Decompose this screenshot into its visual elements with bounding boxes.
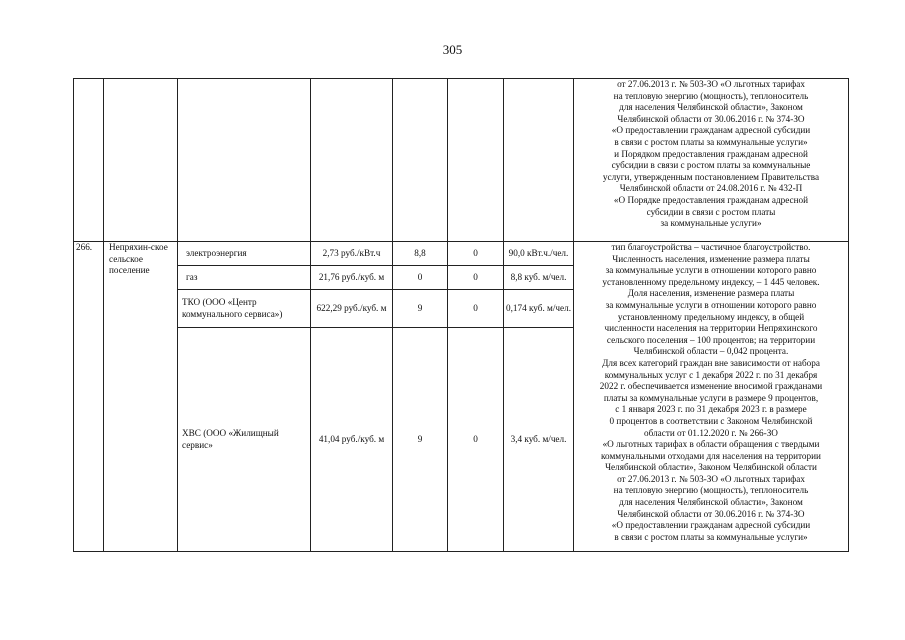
note-line: на тепловую энергию (мощность), теплоноситель: [613, 485, 809, 496]
empty-cell: [393, 79, 448, 242]
service-name: ТКО (ООО «Центр коммунального сервиса»): [178, 290, 311, 328]
tariff-value: 2,73 руб./кВт.ч: [311, 242, 393, 266]
note-line: Доля населения, изменение размера платы: [627, 288, 795, 299]
note-line: платы за коммунальные услуги в размере 9 процентов,: [603, 392, 819, 403]
municipality-name: Непряхин-ское сельское поселение: [104, 242, 178, 552]
empty-cell: [311, 79, 393, 242]
note-line: Для всех категорий граждан вне зависимости от набора: [602, 357, 820, 368]
note-line: Челябинской области – 0,042 процента.: [633, 346, 789, 357]
service-name: газ: [178, 266, 311, 290]
empty-cell: [504, 79, 574, 242]
note-line: Челябинской области», Законом Челябинской области: [605, 462, 817, 473]
note-line: коммунальных услуг с 1 декабря 2022 г. по 31 декабря: [604, 369, 818, 380]
volume-value: 90,0 кВт.ч./чел.: [504, 242, 574, 266]
note-line: тип благоустройства – частичное благоустройство.: [611, 242, 811, 252]
continuation-row: [74, 79, 849, 242]
index-value: 0: [393, 266, 448, 290]
tariff-value: 21,76 руб./куб. м: [311, 266, 393, 290]
volume-value: 8,8 куб. м/чел.: [504, 266, 574, 290]
entry-note: [574, 242, 849, 552]
empty-cell: [104, 79, 178, 242]
note-line: Челябинской области от 30.06.2016 г. № 374-ЗО: [617, 113, 805, 124]
empty-cell: [178, 79, 311, 242]
table-row: [74, 242, 849, 266]
note-line: «О предоставлении гражданам адресной субсидии: [611, 520, 811, 531]
change-value: 0: [448, 328, 504, 552]
page-number: 305: [442, 42, 463, 57]
note-line: 0 процентов в соответствии с Законом Челябинской: [609, 415, 813, 426]
note-line: для населения Челябинской области», Законом: [619, 102, 803, 113]
note-line: от 27.06.2013 г. № 503-ЗО «О льготных тарифах: [617, 473, 805, 484]
continuation-note: [574, 79, 849, 242]
note-line: установленному предельному индексу, – 1 445 человек.: [602, 276, 820, 287]
change-value: 0: [448, 242, 504, 266]
note-line: с 1 января 2023 г. по 31 декабря 2023 г. в размере: [615, 404, 807, 415]
change-value: 0: [448, 290, 504, 328]
note-line: от 27.06.2013 г. № 503-ЗО «О льготных тарифах: [617, 79, 805, 89]
note-line: за коммунальные услуги в отношении которого равно: [605, 299, 817, 310]
note-line: сельского поселения – 100 процентов; на территории: [606, 334, 816, 345]
note-line: численности населения на территории Непряхинского: [604, 323, 818, 334]
note-line: за коммунальные услуги в отношении которого равно: [605, 265, 817, 276]
volume-value: 0,174 куб. м/чел.: [504, 290, 574, 328]
index-value: 9: [393, 290, 448, 328]
note-line: субсидии в связи с ростом платы за коммунальные: [611, 160, 811, 171]
note-line: для населения Челябинской области», Законом: [619, 497, 803, 508]
volume-value: 3,4 куб. м/чел.: [504, 328, 574, 552]
service-name: электроэнергия: [178, 242, 311, 266]
empty-cell: [74, 79, 104, 242]
note-line: за коммунальные услуги»: [660, 218, 762, 229]
note-line: в связи с ростом платы за коммунальные услуги»: [614, 531, 808, 542]
entry-number: 266.: [74, 242, 104, 552]
service-name: ХВС (ООО «Жилищный сервис»: [178, 328, 311, 552]
index-value: 9: [393, 328, 448, 552]
note-line: и Порядком предоставления гражданам адресной: [614, 148, 808, 159]
change-value: 0: [448, 266, 504, 290]
note-line: в связи с ростом платы за коммунальные услуги»: [614, 136, 808, 147]
note-line: Численность населения, изменение размера платы: [612, 253, 810, 264]
note-line: субсидии в связи с ростом платы: [646, 206, 776, 217]
tariff-table: [73, 78, 849, 552]
note-line: Челябинской области от 24.08.2016 г. № 432-П: [619, 183, 803, 194]
index-value: 8,8: [393, 242, 448, 266]
note-line: коммунальными отходами для населения на территории: [601, 450, 821, 461]
note-line: 2022 г. обеспечивается изменение вносимой гражданами: [599, 381, 823, 392]
note-line: услуги, утвержденным постановлением Правительства: [602, 171, 820, 182]
note-line: на тепловую энергию (мощность), теплоноситель: [613, 90, 809, 101]
tariff-value: 41,04 руб./куб. м: [311, 328, 393, 552]
empty-cell: [448, 79, 504, 242]
note-line: «О предоставлении гражданам адресной субсидии: [611, 125, 811, 136]
note-line: Челябинской области от 30.06.2016 г. № 374-ЗО: [617, 508, 805, 519]
tariff-value: 622,29 руб./куб. м: [311, 290, 393, 328]
note-line: установленному предельному индексу, в общей: [617, 311, 805, 322]
note-line: области от 01.12.2020 г. № 266-ЗО: [644, 427, 778, 438]
note-line: «О льготных тарифах в области обращения с твердыми: [602, 439, 820, 450]
note-line: «О Порядке предоставления гражданам адресной: [613, 194, 809, 205]
